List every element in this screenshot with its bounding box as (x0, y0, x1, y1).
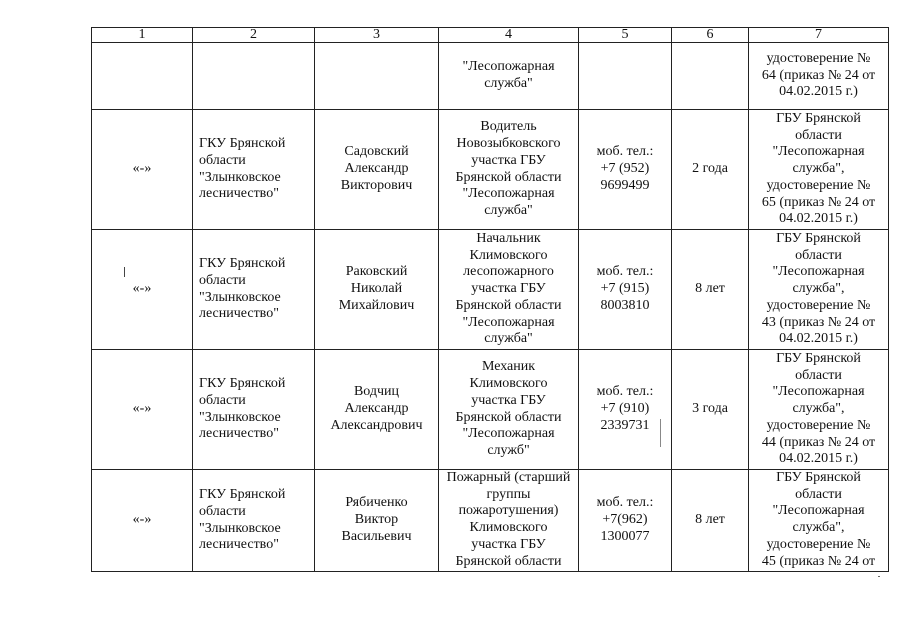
experience-cell (672, 470, 749, 572)
ditto-cell (92, 43, 193, 110)
ditto-cell (92, 470, 193, 572)
phone-text: моб. тел.: +7 (910) 2339731 (596, 384, 654, 433)
scan-artifact (878, 576, 880, 577)
ditto-cell (92, 230, 193, 350)
scan-artifact (660, 419, 661, 447)
position-text: Начальник Климовского лесопожарного участка ГБУ Брянской области "Лесопожарная служба" (455, 231, 562, 347)
phone-cell (579, 350, 672, 470)
table-row (92, 110, 889, 230)
experience-text: 8 лет (695, 512, 725, 528)
column-number-row (92, 28, 889, 43)
certificate-cell (749, 230, 889, 350)
position-text: "Лесопожарная служба" (462, 59, 555, 91)
certificate-text: удостоверение № 64 (приказ № 24 от 04.02.2015 г.) (761, 50, 876, 100)
organization-text: ГКУ Брянской области "Злынковское лесничество" (199, 376, 286, 442)
phone-text: моб. тел.: +7(962) 1300077 (596, 495, 654, 544)
position-cell (439, 350, 579, 470)
certificate-cell (749, 350, 889, 470)
full-name-cell (315, 470, 439, 572)
experience-cell (672, 43, 749, 110)
organization-text: ГКУ Брянской области "Злынковское лесничество" (199, 256, 286, 322)
position-text: Пожарный (старший группы пожаротушения) Климовского участка ГБУ Брянской области (446, 470, 571, 569)
ditto-mark: «-» (132, 281, 152, 297)
ditto-cell (92, 350, 193, 470)
certificate-cell (749, 43, 889, 110)
ditto-mark: «-» (132, 161, 152, 177)
phone-text: моб. тел.: +7 (915) 8003810 (596, 264, 654, 313)
full-name-text: Рябиченко Виктор Васильевич (341, 495, 412, 544)
column-number: 7 (749, 28, 889, 43)
experience-text: 3 года (692, 401, 728, 417)
column-number: 3 (315, 28, 439, 43)
table-row (92, 230, 889, 350)
position-text: Механик Климовского участка ГБУ Брянской области "Лесопожарная служб" (455, 359, 562, 458)
full-name-cell (315, 230, 439, 350)
table-row (92, 43, 889, 110)
phone-text: моб. тел.: +7 (952) 9699499 (596, 144, 654, 193)
full-name-text: Водчиц Александр Александрович (330, 384, 423, 433)
certificate-text: ГБУ Брянской области "Лесопожарная служба", удостоверение № 45 (приказ № 24 от (761, 470, 876, 569)
certificate-cell (749, 470, 889, 572)
personnel-table (91, 27, 889, 572)
ditto-cell (92, 110, 193, 230)
certificate-text: ГБУ Брянской области "Лесопожарная служба", удостоверение № 44 (приказ № 24 от 04.02.2015 г.) (761, 351, 876, 467)
experience-text: 2 года (692, 161, 728, 177)
table-row (92, 350, 889, 470)
experience-text: 8 лет (695, 281, 725, 297)
scan-artifact (124, 267, 125, 277)
phone-cell (579, 43, 672, 110)
column-number: 4 (439, 28, 579, 43)
column-number: 1 (92, 28, 193, 43)
organization-cell (193, 470, 315, 572)
full-name-cell (315, 110, 439, 230)
organization-cell (193, 230, 315, 350)
column-number: 6 (672, 28, 749, 43)
position-cell (439, 43, 579, 110)
phone-cell (579, 110, 672, 230)
table-row (92, 470, 889, 572)
column-number: 2 (193, 28, 315, 43)
certificate-cell (749, 110, 889, 230)
ditto-mark: «-» (132, 401, 152, 417)
column-number: 5 (579, 28, 672, 43)
experience-cell (672, 110, 749, 230)
certificate-text: ГБУ Брянской области "Лесопожарная служба", удостоверение № 43 (приказ № 24 от 04.02.2015 г.) (761, 231, 876, 347)
phone-cell (579, 230, 672, 350)
organization-cell (193, 110, 315, 230)
position-cell (439, 470, 579, 572)
organization-cell (193, 350, 315, 470)
full-name-cell (315, 43, 439, 110)
full-name-cell (315, 350, 439, 470)
position-text: Водитель Новозыбковского участка ГБУ Брянской области "Лесопожарная служба" (455, 119, 562, 218)
phone-cell (579, 470, 672, 572)
organization-text: ГКУ Брянской области "Злынковское лесничество" (199, 487, 286, 553)
experience-cell (672, 230, 749, 350)
organization-text: ГКУ Брянской области "Злынковское лесничество" (199, 136, 286, 202)
full-name-text: Садовский Александр Викторович (340, 144, 413, 193)
organization-cell (193, 43, 315, 110)
ditto-mark: «-» (132, 512, 152, 528)
full-name-text: Раковский Николай Михайлович (338, 264, 415, 313)
position-cell (439, 230, 579, 350)
certificate-text: ГБУ Брянской области "Лесопожарная служба", удостоверение № 65 (приказ № 24 от 04.02.2015 г.) (761, 111, 876, 227)
experience-cell (672, 350, 749, 470)
position-cell (439, 110, 579, 230)
